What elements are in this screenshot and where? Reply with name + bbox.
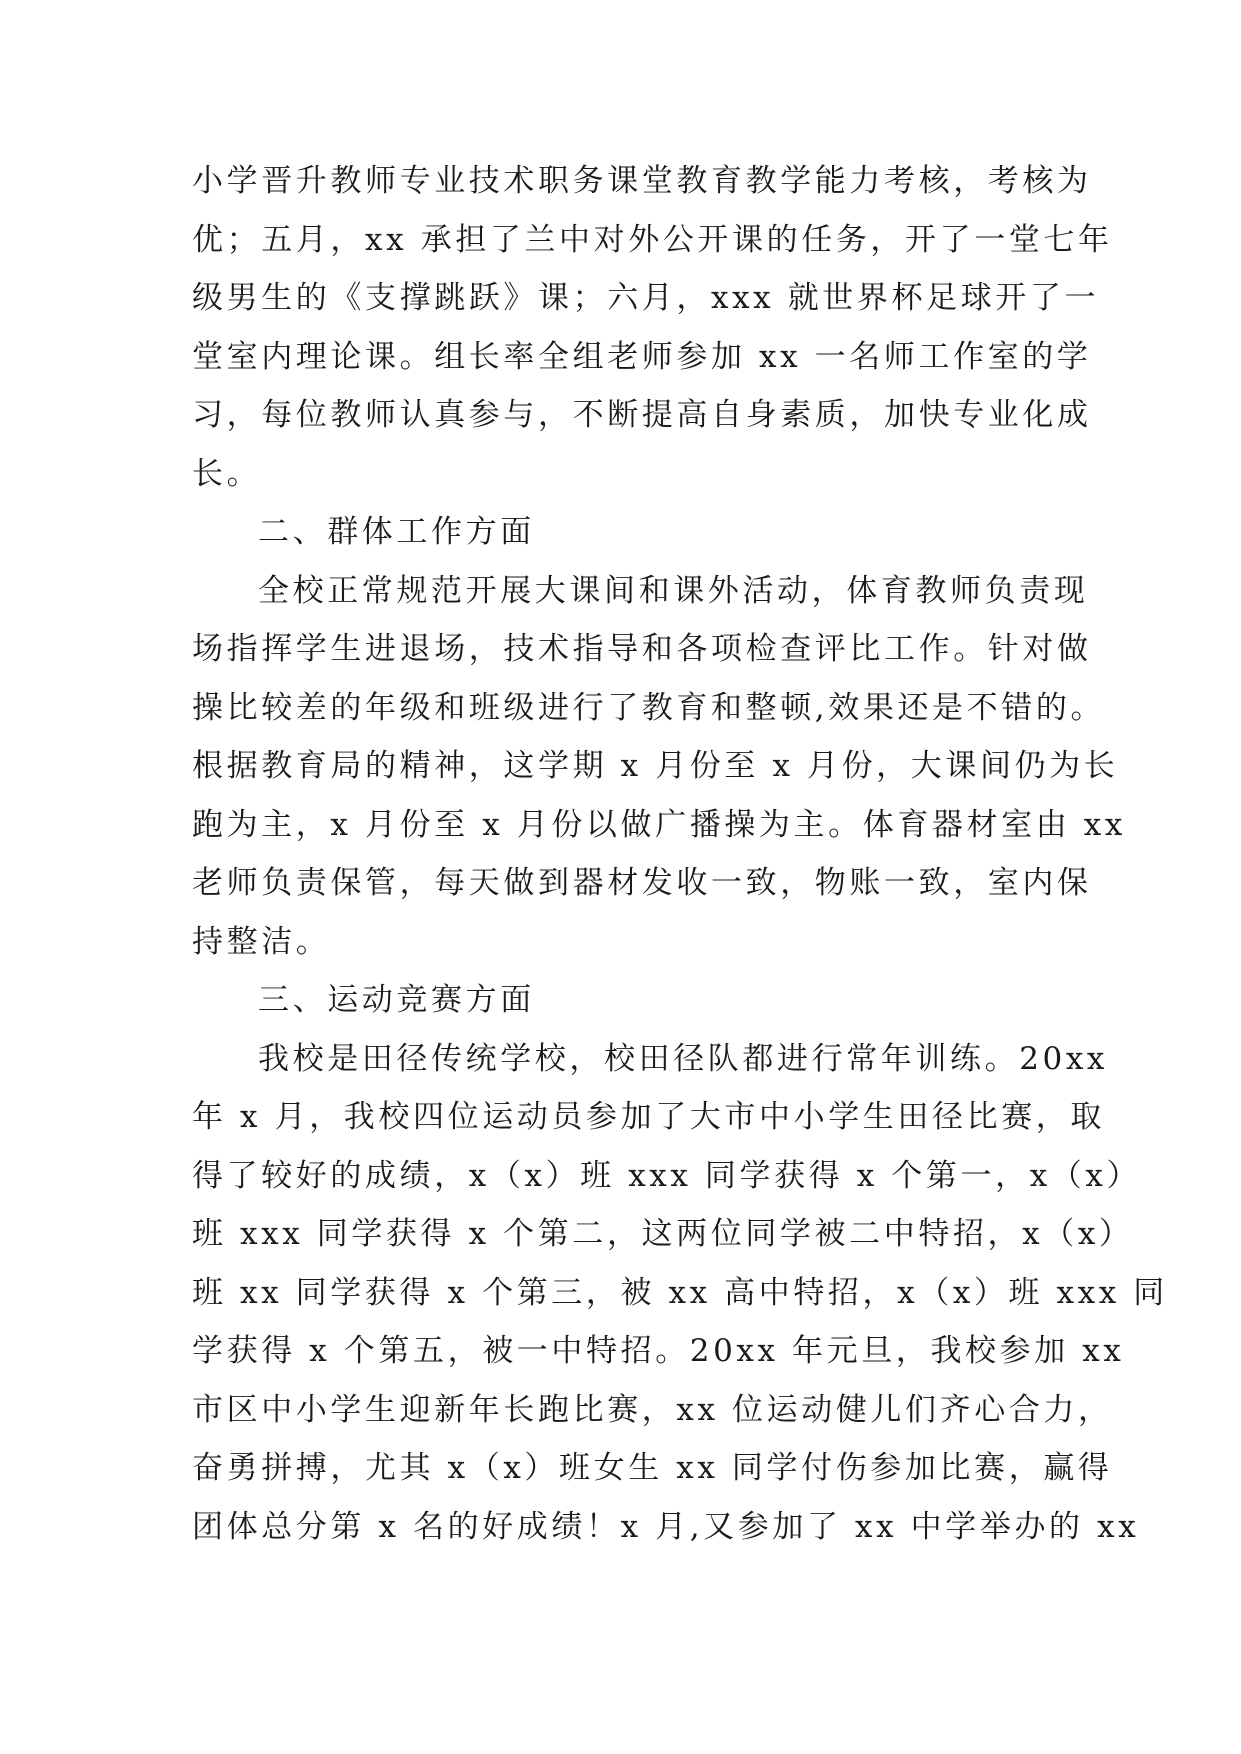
text-line: 我校是田径传统学校，校田径队都进行常年训练。20xx: [258, 1040, 1109, 1077]
text-line: 班 xx 同学获得 x 个第三，被 xx 高中特招，x（x）班 xxx 同: [192, 1274, 1168, 1311]
text-line: 全校正常规范开展大课间和课外活动，体育教师负责现: [258, 572, 1089, 609]
text-line: 优；五月，xx 承担了兰中对外公开课的任务，开了一堂七年: [192, 221, 1113, 258]
text-line: 长。: [192, 455, 262, 492]
text-line: 根据教育局的精神，这学期 x 月份至 x 月份，大课间仍为长: [192, 748, 1119, 784]
text-line: 跑为主，x 月份至 x 月份以做广播操为主。体育器材室由 xx: [192, 806, 1126, 843]
text-line: 场指挥学生进退场，技术指导和各项检查评比工作。针对做: [192, 631, 1092, 667]
document-body: [192, 152, 1168, 1556]
text-line: 二、群体工作方面: [258, 514, 535, 550]
text-line: 堂室内理论课。组长率全组老师参加 xx 一名师工作室的学: [192, 338, 1092, 375]
text-line: 得了较好的成绩，x（x）班 xxx 同学获得 x 个第一，x（x）: [192, 1157, 1142, 1194]
text-line: 年 x 月，我校四位运动员参加了大市中小学生田径比赛，取: [192, 1099, 1105, 1135]
text-line: 学获得 x 个第五，被一中特招。20xx 年元旦，我校参加 xx: [192, 1333, 1125, 1369]
text-line: 小学晋升教师专业技术职务课堂教育教学能力考核，考核为: [192, 163, 1092, 199]
text-line: 操比较差的年级和班级进行了教育和整顿,效果还是不错的。: [192, 689, 1106, 726]
text-line: 级男生的《支撑跳跃》课；六月，xxx 就世界杯足球开了一: [192, 280, 1100, 316]
text-line: 市区中小学生迎新年长跑比赛，xx 位运动健儿们齐心合力，: [192, 1391, 1113, 1428]
text-line: 团体总分第 x 名的好成绩！x 月,又参加了 xx 中学举办的 xx: [192, 1508, 1140, 1545]
text-line: 三、运动竞赛方面: [258, 982, 535, 1018]
text-line: 习，每位教师认真参与，不断提高自身素质，加快专业化成: [192, 397, 1092, 433]
text-line: 奋勇拼搏，尤其 x（x）班女生 xx 同学付伤参加比赛，赢得: [192, 1450, 1113, 1486]
text-line: 持整洁。: [192, 923, 331, 960]
text-line: 老师负责保管，每天做到器材发收一致，物账一致，室内保: [192, 865, 1092, 901]
text-line: 班 xxx 同学获得 x 个第二，这两位同学被二中特招，x（x）: [192, 1216, 1134, 1252]
